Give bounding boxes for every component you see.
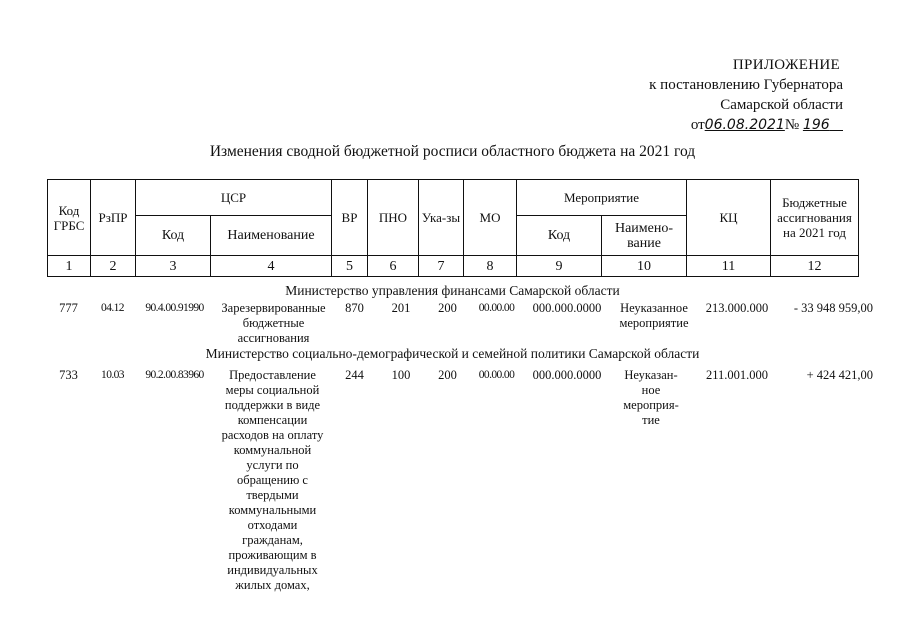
column-number: 5 bbox=[332, 256, 368, 277]
column-number: 9 bbox=[517, 256, 602, 277]
ministry-heading: Министерство социально-демографической и семейной политики Самарской области bbox=[205, 346, 700, 361]
cell-csr-name: Зарезервированные бюджетные ассигнования bbox=[221, 301, 326, 345]
cell-pno: 100 bbox=[391, 368, 411, 382]
cell-amount: + 424 421,00 bbox=[806, 368, 873, 382]
header-mer-kod: Код bbox=[517, 216, 602, 256]
cell-rzpr: 10.03 bbox=[101, 369, 124, 381]
column-number: 2 bbox=[91, 256, 136, 277]
cell-kc: 211.001.000 bbox=[705, 368, 769, 382]
column-number: 6 bbox=[368, 256, 419, 277]
header-ukazy: Ука-зы bbox=[419, 180, 464, 256]
cell-mer-name: Неуказанное мероприятие bbox=[619, 301, 689, 330]
date-prefix: от bbox=[690, 117, 705, 133]
header-kod-grbs: Код ГРБС bbox=[48, 180, 91, 256]
column-number: 10 bbox=[602, 256, 687, 277]
column-number: 4 bbox=[211, 256, 332, 277]
column-number: 7 bbox=[419, 256, 464, 277]
number-sign: № bbox=[784, 117, 800, 133]
handwritten-number: 196 bbox=[802, 117, 830, 133]
column-number: 11 bbox=[687, 256, 771, 277]
appendix-date-line bbox=[649, 115, 843, 135]
cell-csr-code: 90.4.00.91990 bbox=[145, 302, 204, 314]
cell-mer-code: 000.000.0000 bbox=[532, 301, 602, 315]
header-pno: ПНО bbox=[368, 180, 419, 256]
appendix-label: ПРИЛОЖЕНИЕ bbox=[732, 57, 840, 73]
header-mo: МО bbox=[464, 180, 517, 256]
header-budget: Бюджетные ассигнования на 2021 год bbox=[771, 180, 859, 256]
number-underline bbox=[830, 117, 843, 133]
cell-vr: 244 bbox=[345, 368, 364, 382]
cell-rzpr: 04.12 bbox=[101, 302, 124, 314]
ministry-heading: Министерство управления финансами Самарской области bbox=[285, 283, 620, 298]
cell-pno: 201 bbox=[391, 301, 411, 315]
header-vr: ВР bbox=[332, 180, 368, 256]
header-meropriyatie: Мероприятие bbox=[517, 180, 687, 216]
header-rzpr: РзПР bbox=[91, 180, 136, 256]
cell-vr: 870 bbox=[345, 301, 364, 315]
cell-csr-name: Предоставление меры социальной поддержки в виде компенсации расходов на оплату коммунальной услуги по обращению с твердыми коммунальными отходами гражданам, проживающим в индивидуальных жилых домах, bbox=[221, 368, 324, 592]
cell-ukazy: 200 bbox=[438, 301, 457, 315]
header-mer-name: Наимено-вание bbox=[602, 216, 687, 256]
column-number: 8 bbox=[464, 256, 517, 277]
column-number: 1 bbox=[48, 256, 91, 277]
handwritten-date: 06.08.2021 bbox=[704, 117, 785, 133]
header-kc: КЦ bbox=[687, 180, 771, 256]
header-csr: ЦСР bbox=[136, 180, 332, 216]
document-title: Изменения сводной бюджетной росписи областного бюджета на 2021 год bbox=[209, 143, 696, 160]
column-number: 12 bbox=[771, 256, 859, 277]
appendix-block bbox=[649, 55, 843, 135]
cell-grbs: 733 bbox=[59, 368, 78, 382]
cell-grbs: 777 bbox=[59, 301, 78, 315]
appendix-region: Самарской области bbox=[720, 97, 843, 113]
cell-csr-code: 90.2.00.83960 bbox=[145, 369, 204, 381]
cell-kc: 213.000.000 bbox=[705, 301, 769, 315]
cell-amount: - 33 948 959,00 bbox=[793, 301, 873, 315]
cell-mer-code: 000.000.0000 bbox=[532, 368, 602, 382]
cell-mo: 00.00.00 bbox=[478, 302, 515, 314]
table-header bbox=[47, 179, 859, 277]
cell-ukazy: 200 bbox=[438, 368, 457, 382]
header-csr-kod: Код bbox=[136, 216, 211, 256]
cell-mo: 00.00.00 bbox=[478, 369, 515, 381]
cell-mer-name: Неуказан-ное мероприя-тие bbox=[623, 368, 679, 427]
header-csr-name: Наименование bbox=[211, 216, 332, 256]
appendix-resolution: к постановлению Губернатора bbox=[649, 77, 843, 93]
column-number: 3 bbox=[136, 256, 211, 277]
